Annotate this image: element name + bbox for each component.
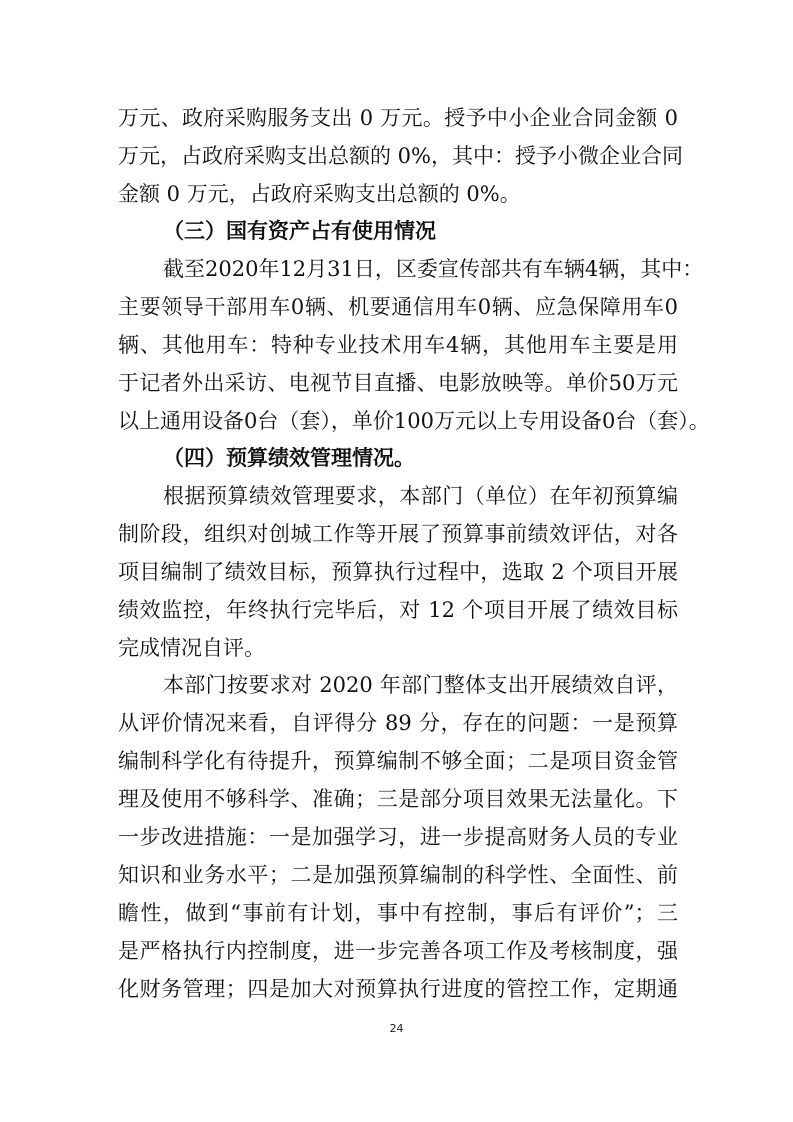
body-line: 项目编制了绩效目标，预算执行过程中，选取 2 个项目开展 (118, 560, 678, 584)
body-line: 截至2020年12月31日，区委宣传部共有车辆4辆，其中： (163, 257, 704, 281)
body-line: 绩效监控，年终执行完毕后，对 12 个项目开展了绩效目标 (118, 598, 678, 622)
body-line: 金额 0 万元，占政府采购支出总额的 0%。 (118, 182, 521, 206)
body-line: 瞻性，做到“事前有计划，事中有控制，事后有评价”；三 (118, 901, 678, 925)
page-number: 24 (389, 1022, 404, 1035)
body-line: 制阶段，组织对创城工作等开展了预算事前绩效评估，对各 (118, 522, 678, 546)
body-line: 本部门按要求对 2020 年部门整体支出开展绩效自评， (163, 673, 678, 697)
body-line: 根据预算绩效管理要求，本部门（单位）在年初预算编 (163, 484, 678, 508)
body-line: 于记者外出采访、电视节目直播、电影放映等。单价50万元 (118, 371, 678, 395)
body-line: 一步改进措施：一是加强学习，进一步提高财务人员的专业 (118, 825, 678, 849)
body-line: 化财务管理；四是加大对预算执行进度的管控工作，定期通 (118, 977, 678, 1001)
body-line: 是严格执行内控制度，进一步完善各项工作及考核制度，强 (118, 939, 678, 963)
section-heading-3: （三）国有资产占有使用情况 (163, 218, 436, 243)
body-line: 从评价情况来看，自评得分 89 分，存在的问题：一是预算 (118, 711, 678, 735)
body-line: 知识和业务水平；二是加强预算编制的科学性、全面性、前 (118, 863, 678, 887)
body-line: 主要领导干部用车0辆、机要通信用车0辆、应急保障用车0 (118, 295, 678, 319)
body-line: 万元，占政府采购支出总额的 0%，其中：授予小微企业合同 (118, 144, 683, 168)
body-line: 以上通用设备0台（套），单价100万元以上专用设备0台（套）。 (118, 409, 710, 433)
body-line: 辆、其他用车：特种专业技术用车4辆，其他用车主要是用 (118, 333, 678, 357)
body-line: 完成情况自评。 (118, 636, 265, 660)
body-line: 编制科学化有待提升，预算编制不够全面；二是项目资金管 (118, 749, 678, 773)
section-heading-4: （四）预算绩效管理情况。 (163, 445, 415, 470)
body-line: 万元、政府采购服务支出 0 万元。授予中小企业合同金额 0 (118, 106, 678, 130)
body-line: 理及使用不够科学、准确；三是部分项目效果无法量化。下 (118, 787, 678, 811)
